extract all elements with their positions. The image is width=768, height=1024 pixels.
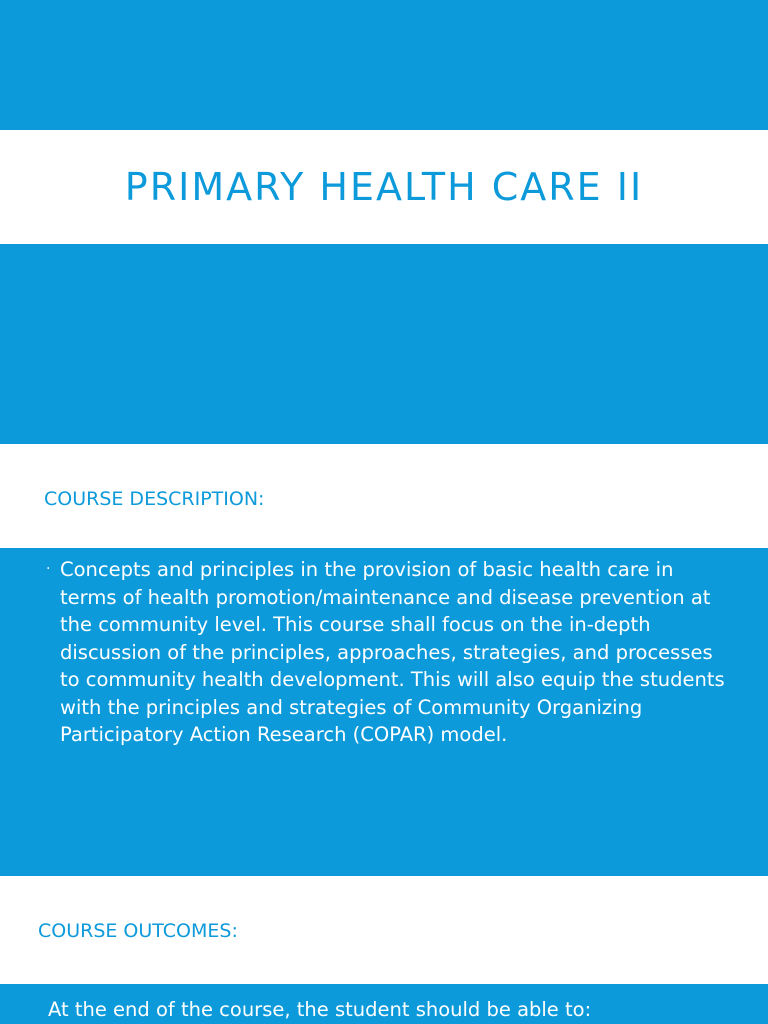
course-outcomes-header [0,876,768,984]
title-strip [0,130,768,244]
course-outcomes-heading: COURSE OUTCOMES: [38,920,238,942]
middle-blue-band [0,244,768,444]
slide-title: PRIMARY HEALTH CARE II [124,165,644,209]
bullet-icon: · [46,561,51,577]
course-description-text: Concepts and principles in the provision of basic health care in terms of health promotion/maintenance and disease prevention at the community level. This course shall focus on the in-depth discussion of the principles, approaches, strategies, and processes to community health development. This will also equip the students with the principles and strategies of Community Organizing Participatory Action Research (COPAR) model. [60,558,725,746]
course-description-body [46,556,726,749]
course-description-header [0,444,768,548]
course-outcomes-text: At the end of the course, the student should be able to: [48,998,592,1021]
top-blue-band [0,0,768,130]
course-description-heading: COURSE DESCRIPTION: [44,488,265,510]
